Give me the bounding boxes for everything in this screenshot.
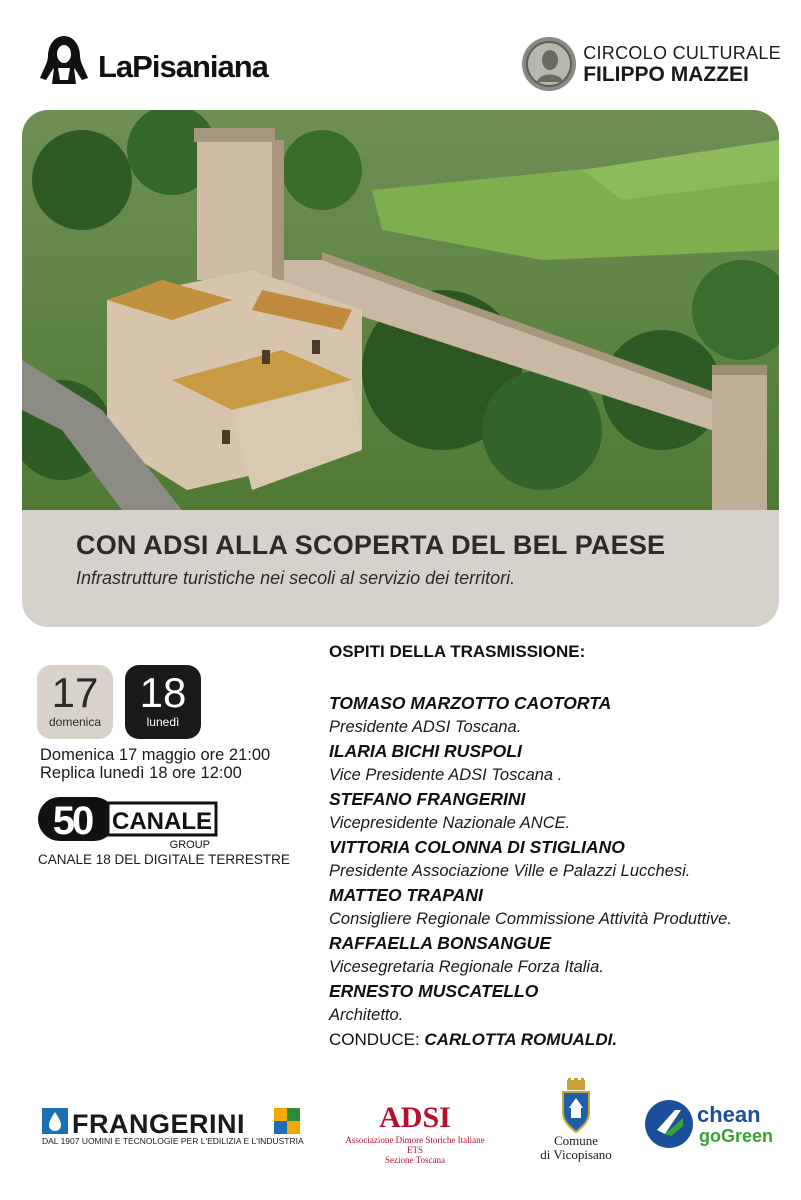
chean-text: chean <box>697 1102 761 1127</box>
la-pisaniana-name: LaPisaniana <box>98 49 268 84</box>
adsi-name: ADSI <box>379 1101 451 1134</box>
adsi-logo <box>340 1103 490 1165</box>
guest-role: Presidente Associazione Ville e Palazzi Lucchesi. <box>329 862 691 880</box>
canale-50-logo <box>38 797 218 849</box>
castle-aerial-photo <box>22 110 779 510</box>
guests-heading: OSPITI DELLA TRASMISSIONE: <box>329 642 586 661</box>
hero-card <box>22 110 779 627</box>
guest-item <box>329 788 789 836</box>
gogreen-text: goGreen <box>699 1126 774 1146</box>
mazzei-line: FILIPPO MAZZEI <box>583 62 749 86</box>
town-crest-icon <box>559 1078 593 1134</box>
canale-logo-number: 50 <box>52 799 92 843</box>
event-title: CON ADSI ALLA SCOPERTA DEL BEL PAESE <box>76 530 666 560</box>
date-number: 17 <box>51 669 99 716</box>
guest-name: ERNESTO MUSCATELLO <box>329 981 539 1001</box>
channel-caption: CANALE 18 DEL DIGITALE TERRESTRE <box>38 852 290 867</box>
guest-name: VITTORIA COLONNA DI STIGLIANO <box>329 837 625 857</box>
guests-list <box>329 692 789 1052</box>
broadcast-schedule <box>40 746 270 782</box>
guest-name: TOMASO MARZOTTO CAOTORTA <box>329 693 612 713</box>
guest-item <box>329 692 789 740</box>
la-pisaniana-logo <box>36 30 268 90</box>
guest-name: STEFANO FRANGERINI <box>329 789 526 809</box>
guest-name: ILARIA BICHI RUSPOLI <box>329 741 522 761</box>
guest-role: Consigliere Regionale Commissione Attività Produttive. <box>329 910 732 928</box>
guest-item <box>329 884 789 932</box>
medal-portrait-icon <box>521 36 577 92</box>
schedule-line-2: Replica lunedì 18 ore 12:00 <box>40 764 242 782</box>
guest-role: Vice Presidente ADSI Toscana . <box>329 766 563 784</box>
host-name: CARLOTTA ROMUALDI. <box>424 1030 618 1049</box>
guest-role: Vicepresidente Nazionale ANCE. <box>329 814 571 832</box>
comune-line-2: di Vicopisano <box>540 1147 612 1162</box>
date-day: domenica <box>48 715 102 729</box>
comune-vicopisano-logo <box>528 1078 624 1162</box>
date-box-sunday <box>37 665 113 739</box>
guest-name: MATTEO TRAPANI <box>329 885 483 905</box>
comune-line-1: Comune <box>553 1133 599 1148</box>
schedule-line-1: Domenica 17 maggio ore 21:00 <box>40 746 271 764</box>
guest-role: Vicesegretaria Regionale Forza Italia. <box>329 958 604 976</box>
guest-item <box>329 836 789 884</box>
host-line <box>329 1028 789 1052</box>
frangerini-name: FRANGERINI <box>72 1109 245 1139</box>
canale-logo-word: CANALE <box>112 808 212 835</box>
circolo-mazzei-logo <box>521 36 781 92</box>
adsi-line-1: Associazione Dimore Storiche Italiane ETS <box>345 1135 485 1155</box>
frangerini-caption: DAL 1907 UOMINI E TECNOLOGIE PER L'EDILIZIA E L'INDUSTRIA <box>42 1136 304 1146</box>
circolo-line: CIRCOLO CULTURALE <box>583 42 781 63</box>
date-number: 18 <box>139 669 187 716</box>
guest-role: Presidente ADSI Toscana. <box>329 718 522 736</box>
madonna-silhouette-icon <box>36 32 92 88</box>
guest-name: RAFFAELLA BONSANGUE <box>329 933 551 953</box>
date-day: lunedì <box>146 715 180 729</box>
date-box-monday <box>125 665 201 739</box>
host-label: CONDUCE: <box>329 1030 420 1049</box>
guest-role: Architetto. <box>329 1006 404 1024</box>
chean-gogreen-logo <box>645 1098 790 1150</box>
guest-item <box>329 932 789 980</box>
adsi-line-2: Sezione Toscana <box>385 1155 445 1165</box>
canale-logo-sub: GROUP <box>169 839 210 849</box>
event-subtitle: Infrastrutture turistiche nei secoli al servizio dei territori. <box>76 568 516 588</box>
guest-item <box>329 980 789 1028</box>
guest-item <box>329 740 789 788</box>
